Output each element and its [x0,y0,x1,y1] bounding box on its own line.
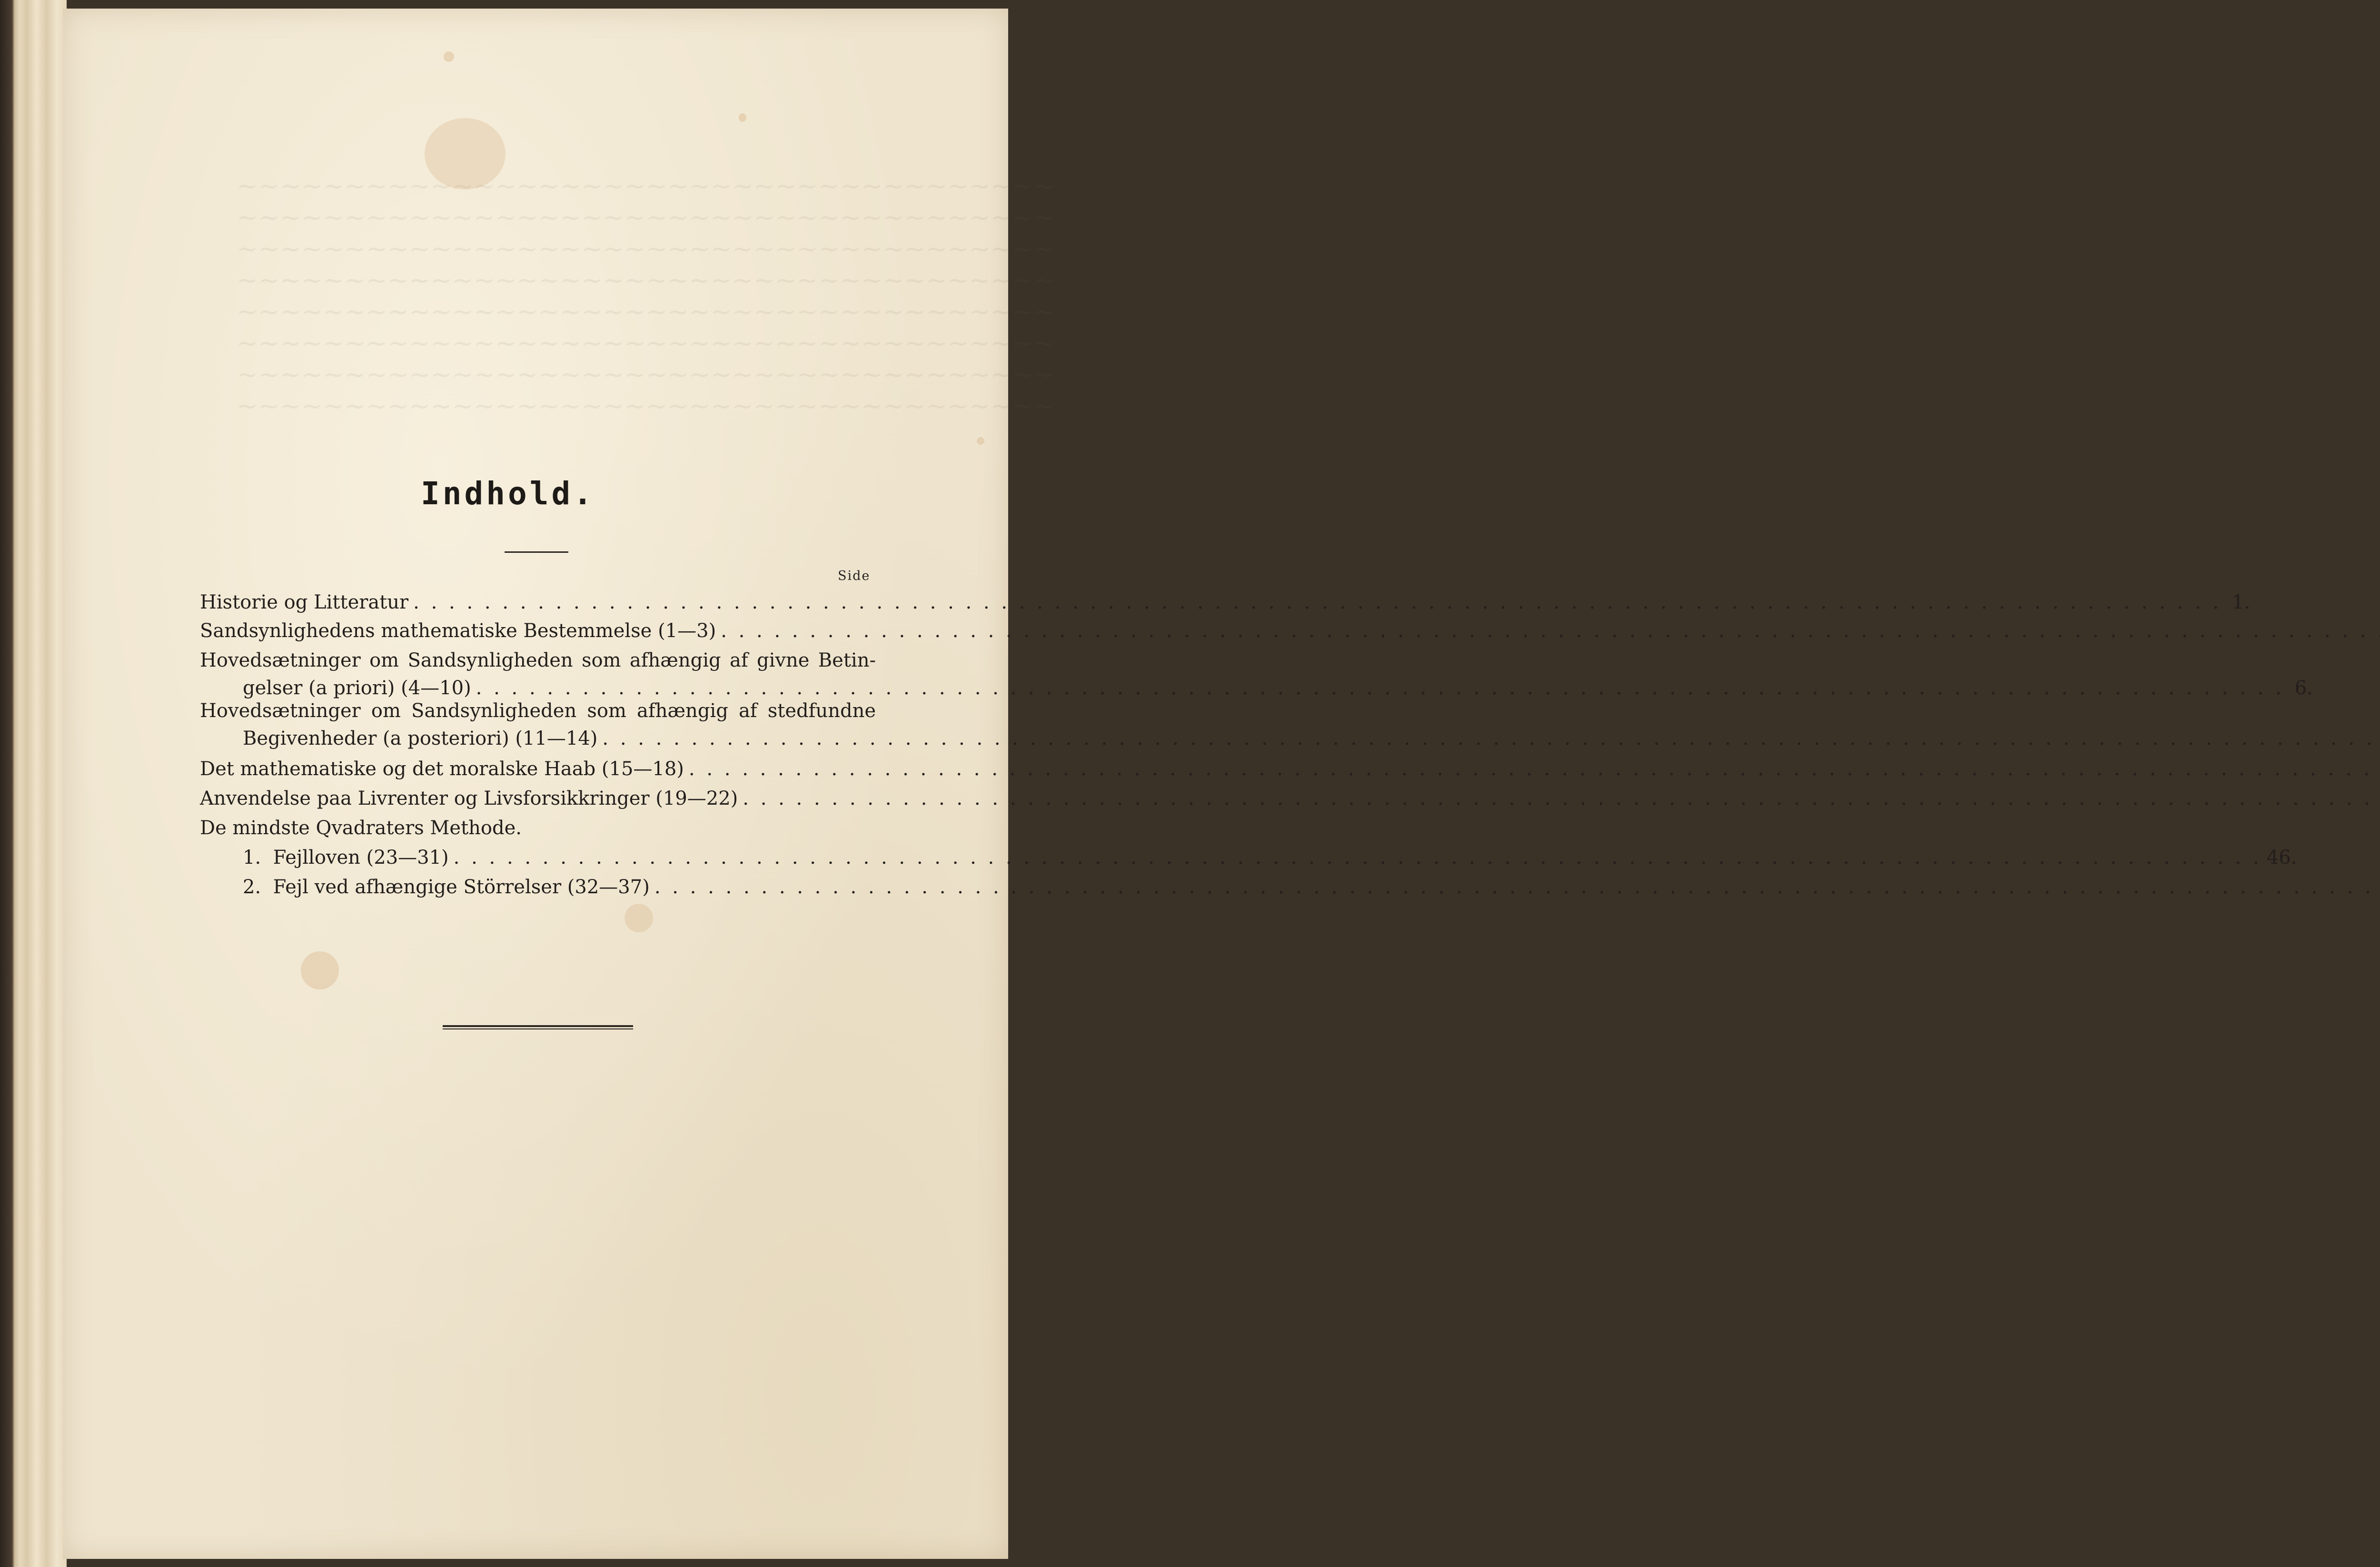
toc-entry-label: De mindste Qvadraters Methode. [200,817,522,839]
toc-entry-line1 [200,646,876,675]
toc-entry [200,843,2297,872]
page-column-header: Side [838,569,871,583]
dot-leader [413,588,2221,617]
toc-entry-label: Anvendelse paa Livrenter og Livsforsikkringer (19—22) [200,788,738,809]
toc-entry-label: Hovedsætninger om Sandsynligheden som afhængig af givne Betin- [200,649,876,671]
book-page [63,9,1055,1559]
foxing-stain [301,951,339,989]
title-rule [505,551,568,553]
foxing-stain [625,904,653,932]
toc-entry-label: 1. Fejlloven (23—31) [243,847,449,868]
toc-entry [200,755,876,783]
toc-entry [200,724,876,753]
dot-leader [602,724,2380,753]
toc-entry [200,784,876,813]
foxing-stain [739,113,746,122]
bleed-through-text: ~~~~~~~~~~~~~~~~~~~~~~~~~~~~~~~~~~~~~~ ~~~~~~~~~~~~~~~~~~~~~~~~~~~~~~~~~~~~~~ ~~~~~~~~~~~~~~~~~~~~~~~~~~~~~~~~~~~~~~ ~~~~~~~~~~~~~~~~~~~~~~~~~~~~~~~~~~~~~~ ~~~~~~~~~~~~~~~~~~~~~~~~~~~~~~~~~~~~~~ ~~~~~~~~~~~~~~~~~~~~~~~~~~~~~~~~~~~~~~ ~~~~~~~~~~~~~~~~~~~~~~~~~~~~~~~~~~~~~~ ~~~~~~~~~~~~~~~~~~~~~~~~~~~~~~~~~~~~~~ [237,171,1055,421]
dot-leader [689,755,2380,783]
toc-entry-label: Begivenheder (a posteriori) (11—14) [243,728,598,749]
toc-entry [200,617,876,645]
toc-entry-page: 46. [2266,847,2297,868]
foxing-stain [444,51,454,62]
toc-entry-label: Historie og Litteratur [200,591,409,613]
toc-section-heading [200,814,876,842]
page-edge-stack [0,0,67,1567]
closing-double-rule [443,1025,633,1029]
dot-leader [721,617,2380,645]
toc-entry [200,588,2251,617]
toc-entry-label: Hovedsætninger om Sandsynligheden som afhængig af stedfundne [200,700,876,722]
toc-entry-page: 6. [2294,677,2313,699]
toc-entry-label: Sandsynlighedens mathematiske Bestemmelse (1—3) [200,620,716,642]
toc-entry-page: 1. [2232,591,2251,613]
toc-entry-label: 2. Fejl ved afhængige Störrelser (32—37) [243,876,650,898]
toc-entry [200,873,876,901]
dot-leader [654,873,2380,901]
toc-entry-label: Det mathematiske og det moralske Haab (15—18) [200,758,684,780]
dot-leader [454,843,2262,872]
toc-entry-label: gelser (a priori) (4—10) [243,677,471,699]
dot-leader [743,784,2380,813]
foxing-stain [977,437,984,445]
foxing-stain [425,118,506,190]
toc-entry-line1 [200,697,876,725]
page-title: Indhold. [421,475,595,512]
